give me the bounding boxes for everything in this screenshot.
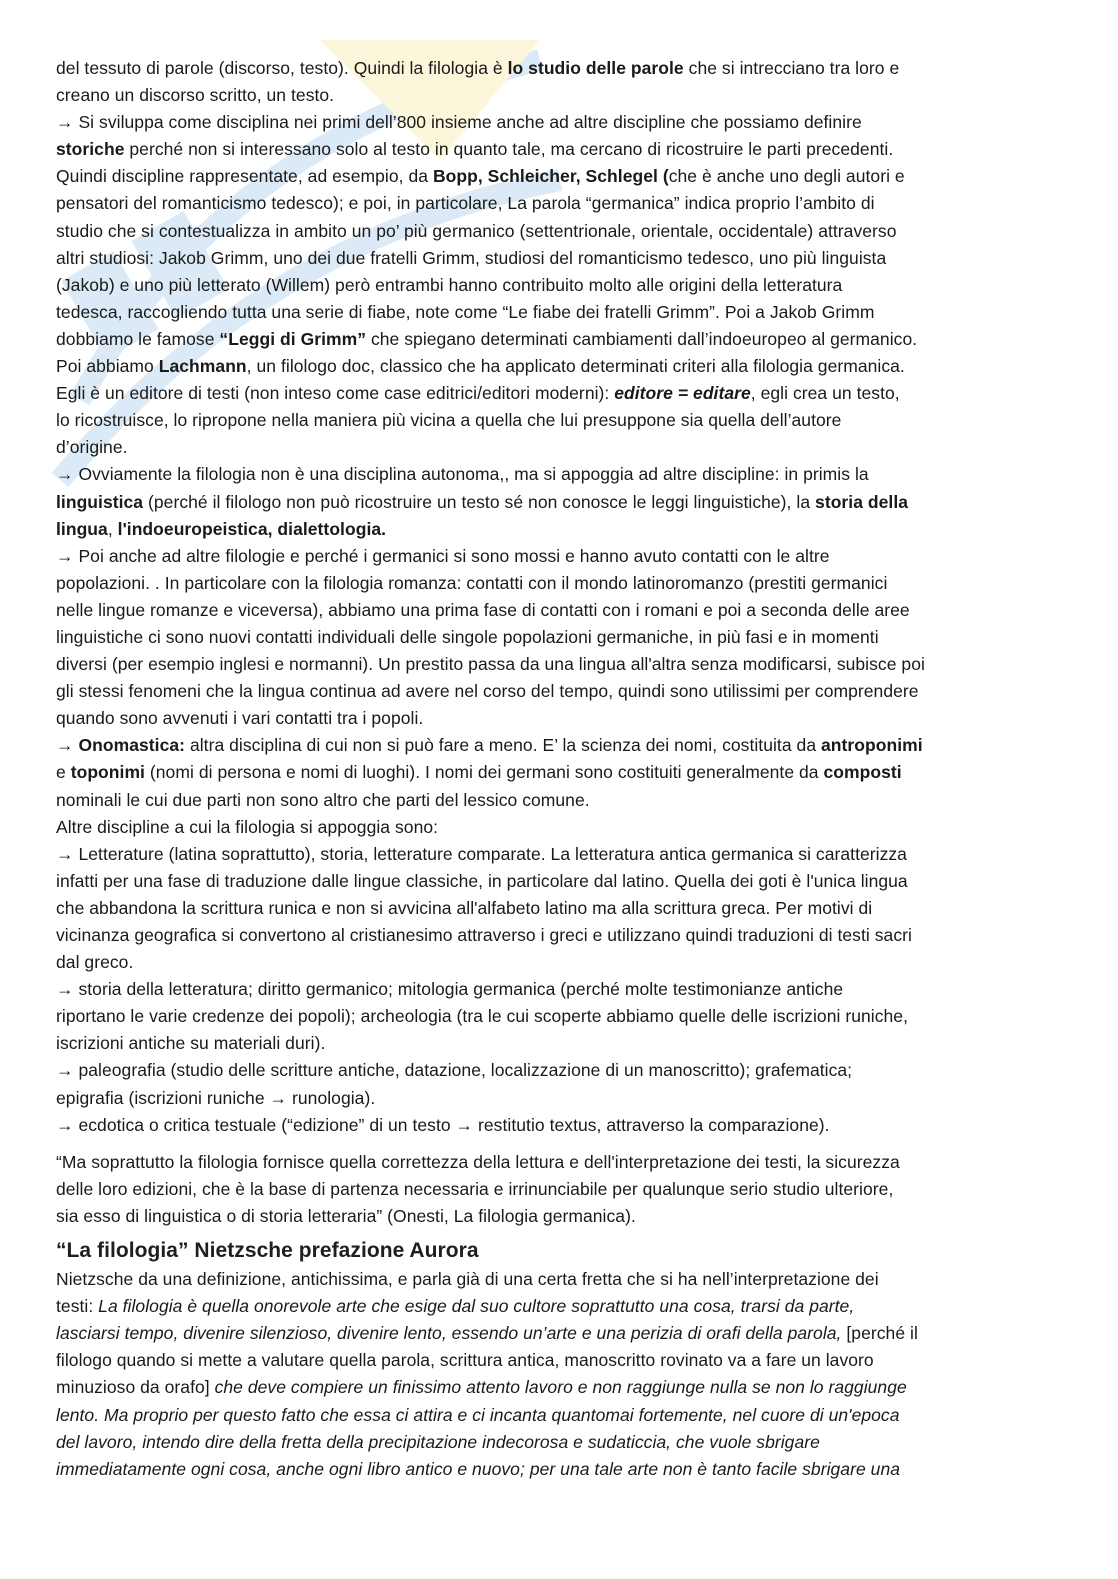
text-run: (nomi di persona e nomi di luoghi). I nomi dei germani sono costituiti generalmente da — [144, 762, 824, 783]
text-run: (perché il filologo non può ricostruire un testo sé non conosce le leggi linguistiche), la — [143, 491, 816, 512]
text-run: tedesca, raccogliendo tutta una serie di fiabe, note come “Le fiabe dei fratelli Grimm”. Poi a Jakob Grimm — [56, 301, 875, 322]
text-line — [56, 272, 1066, 299]
text-run: Nietzsche da una definizione, antichissima, e parla già di una certa fretta che si ha nell’interpretazione dei — [56, 1269, 879, 1290]
text-line — [56, 1057, 1066, 1084]
text-line — [56, 55, 1066, 82]
text-run: composti — [823, 762, 902, 783]
text-run: Altre discipline a cui la filologia si appoggia sono: — [56, 816, 439, 837]
text-run: → — [56, 735, 79, 756]
text-run: creano un discorso scritto, un testo. — [56, 85, 335, 106]
text-run: del tessuto di parole (discorso, testo). Quindi la filologia è — [56, 58, 508, 78]
text-line — [56, 678, 1066, 705]
text-line — [56, 624, 1066, 651]
text-run: editore = editare — [614, 383, 751, 404]
text-line — [56, 326, 1066, 353]
text-run: Poi abbiamo — [56, 356, 159, 377]
text-run: lingua — [56, 518, 108, 539]
text-run: minuzioso da orafo] — [56, 1377, 215, 1398]
text-run: gli stessi fenomeni che la lingua continua ad avere nel corso del tempo, quindi sono utilissimi per comprendere — [56, 681, 919, 702]
text-run: che si intrecciano tra loro e — [683, 58, 900, 78]
text-run: Egli è un editore di testi (non inteso come case editrici/editori moderni): — [56, 383, 615, 404]
text-line — [56, 922, 1066, 949]
text-line — [56, 218, 1066, 245]
text-line — [56, 543, 1066, 570]
text-line — [56, 1347, 1066, 1374]
text-run: “Ma soprattutto la filologia fornisce quella correttezza della lettura e dell'interpretazione dei testi, la sicurezza — [56, 1151, 900, 1172]
text-run: antroponimi — [821, 735, 923, 756]
text-line — [56, 1203, 1066, 1230]
text-run: popolazioni. . In particolare con la filologia romanza: contatti con il mondo latinoromanzo (prestiti germanici — [56, 572, 888, 593]
text-run: Quindi discipline rappresentate, ad esempio, da — [56, 166, 433, 187]
text-line — [56, 759, 1066, 786]
text-run: immediatamente ogni cosa, anche ogni libro antico e nuovo; — [56, 1458, 525, 1479]
text-run: epigrafia (iscrizioni runiche → runologia). — [56, 1087, 376, 1108]
text-line — [56, 1003, 1066, 1030]
document-page — [56, 55, 1066, 1483]
text-run: l'indoeuropeistica, dialettologia. — [117, 518, 387, 539]
text-line — [56, 651, 1066, 678]
text-line — [56, 1112, 1066, 1139]
text-run: Bopp, Schleicher, Schlegel ( — [432, 166, 669, 187]
text-run: vicinanza geografica si convertono al cristianesimo attraverso i greci e utilizzano quindi traduzioni di testi sacri — [56, 925, 912, 945]
text-line — [56, 1293, 1066, 1320]
text-run: Onomastica: — [78, 735, 186, 756]
text-line — [56, 1429, 1066, 1456]
text-line — [56, 732, 1066, 759]
text-run: nominali le cui due parti non sono altro che parti del lessico comune. — [56, 789, 590, 810]
text-line — [56, 1320, 1066, 1347]
text-run: Lachmann — [158, 356, 247, 377]
text-run: d’origine. — [56, 437, 128, 458]
text-line — [56, 597, 1066, 624]
text-line — [56, 461, 1066, 488]
text-line — [56, 489, 1066, 516]
text-run: per una tale arte non è tanto facile sbrigare una — [529, 1458, 901, 1479]
text-run: , egli crea un testo, — [750, 383, 900, 404]
text-run: dal greco. — [56, 952, 134, 973]
text-line — [56, 895, 1066, 922]
text-run: delle loro edizioni, che è la base di partenza necessaria e irrinunciabile per qualunque serio studio ulteriore, — [56, 1178, 894, 1199]
text-line — [56, 976, 1066, 1003]
text-run: quando sono avvenuti i vari contatti tra i popoli. — [56, 708, 424, 729]
text-line — [56, 1402, 1066, 1429]
text-run: pensatori del romanticismo tedesco); e poi, in particolare, La parola “germanica” indica proprio l’ambito di — [56, 193, 875, 214]
text-run: testi: — [56, 1296, 99, 1317]
text-line — [56, 434, 1066, 461]
text-run: altra disciplina di cui non si può fare a meno. E’ la scienza dei nomi, costituita da — [185, 735, 822, 756]
text-run: → Ovviamente la filologia non è una disciplina autonoma,, ma si appoggia ad altre discipline: in primis la — [56, 464, 869, 485]
text-run: infatti per una fase di traduzione dalle lingue classiche, in particolare dal latino. Quella dei goti è l'unica lingua — [56, 870, 908, 891]
text-line — [56, 1266, 1066, 1293]
text-run: altri studiosi: Jakob Grimm, uno dei due fratelli Grimm, studiosi del romanticismo tedesco, uno più linguista — [56, 247, 887, 268]
text-line — [56, 1374, 1066, 1401]
text-line — [56, 516, 1066, 543]
text-run: , un filologo doc, classico che ha applicato determinati criteri alla filologia germanica. — [246, 356, 905, 377]
paragraph-gap — [56, 1139, 1066, 1149]
text-run: lo studio delle parole — [507, 58, 684, 78]
text-line — [56, 299, 1066, 326]
text-line — [56, 380, 1066, 407]
text-line — [56, 949, 1066, 976]
text-run: storiche — [56, 139, 125, 160]
text-run: iscrizioni antiche su materiali duri). — [56, 1033, 326, 1054]
text-run: toponimi — [70, 762, 145, 783]
text-run: del lavoro, intendo dire della fretta della precipitazione indecorosa e sudaticcia, che vuole sbrigare — [56, 1431, 820, 1452]
text-run: dobbiamo le famose — [56, 328, 220, 349]
text-line — [56, 109, 1066, 136]
text-line — [56, 1176, 1066, 1203]
text-run: linguistiche ci sono nuovi contatti individuali delle singole popolazioni germaniche, in più fasi e in momenti — [56, 626, 879, 647]
text-run: → Letterature (latina soprattutto), storia, letterature comparate. La letteratura antica germanica si caratterizza — [56, 843, 907, 864]
text-line — [56, 1085, 1066, 1112]
text-run: perché non si interessano solo al testo in quanto tale, ma cercano di ricostruire le parti precedenti. — [124, 139, 894, 160]
text-line — [56, 163, 1066, 190]
text-run: linguistica — [56, 491, 144, 512]
text-run: che abbandona la scrittura runica e non si avvicina all'alfabeto latino ma alla scrittura greca. Per motivi di — [56, 897, 873, 918]
text-run: storia della — [815, 491, 909, 512]
text-line — [56, 82, 1066, 109]
text-line — [56, 136, 1066, 163]
text-run: riportano le varie credenze dei popoli); archeologia (tra le cui scoperte abbiamo quelle delle iscrizioni runiche, — [56, 1006, 908, 1027]
text-run: sia esso di linguistica o di storia letteraria” (Onesti, La filologia germanica). — [56, 1205, 636, 1226]
text-run: → Si sviluppa come disciplina nei primi dell’800 insieme anche ad altre discipline che possiamo definire — [56, 112, 862, 133]
text-run: lasciarsi tempo, divenire silenzioso, divenire lento, essendo un’arte e una perizia di orafi della parola, — [56, 1323, 842, 1344]
text-run: La filologia è quella onorevole arte che esige dal suo cultore soprattutto una cosa, trarsi da parte, — [98, 1296, 855, 1317]
text-run: → Poi anche ad altre filologie e perché i germanici si sono mossi e hanno avuto contatti con le altre — [56, 545, 830, 566]
text-run: che è anche uno degli autori e — [668, 166, 905, 187]
text-line — [56, 570, 1066, 597]
text-line — [56, 705, 1066, 732]
text-line — [56, 353, 1066, 380]
text-run: lento. Ma proprio per questo fatto che essa ci attira e ci incanta quantomai fortemente, nel cuore di un'epoca — [56, 1404, 900, 1425]
text-line — [56, 841, 1066, 868]
text-run: filologo quando si mette a valutare quella parola, scrittura antica, manoscritto rovinato va a fare un lavoro — [56, 1350, 874, 1371]
text-run: “Leggi di Grimm” — [219, 328, 367, 349]
text-run: lo ricostruisce, lo ripropone nella maniera più vicina a quella che lui presuppone sia quella dell’autore — [56, 410, 842, 431]
text-line — [56, 814, 1066, 841]
text-line — [56, 787, 1066, 814]
text-run: studio che si contestualizza in ambito un po’ più germanico (settentrionale, orientale, occidentale) attraverso — [56, 220, 897, 241]
text-run: che spiegano determinati cambiamenti dall’indoeuropeo al germanico. — [366, 328, 918, 349]
text-run: che deve compiere un finissimo attento lavoro e non raggiunge nulla se non lo raggiunge — [214, 1377, 907, 1398]
text-run: diversi (per esempio inglesi e normanni). Un prestito passa da una lingua all'altra senza modificarsi, subisce poi — [56, 654, 925, 675]
text-run: [perché il — [841, 1323, 918, 1344]
text-run: nelle lingue romanze e viceversa), abbiamo una prima fase di contatti con i romani e poi a seconda delle aree — [56, 599, 910, 620]
text-line — [56, 1149, 1066, 1176]
text-run: → paleografia (studio delle scritture antiche, datazione, localizzazione di un manoscritto); grafematica; — [56, 1060, 853, 1081]
text-line — [56, 1456, 1066, 1483]
text-line — [56, 190, 1066, 217]
text-run: e — [56, 762, 71, 783]
text-run: → ecdotica o critica testuale (“edizione” di un testo → restitutio textus, attraverso la comparazione). — [56, 1114, 830, 1135]
text-run: , — [107, 518, 118, 539]
text-line — [56, 1030, 1066, 1057]
section-heading: “La filologia” Nietzsche prefazione Aurora — [56, 1239, 479, 1263]
text-line — [56, 868, 1066, 895]
text-run: → storia della letteratura; diritto germanico; mitologia germanica (perché molte testimonianze antiche — [56, 979, 844, 1000]
text-run: (Jakob) e uno più letterato (Willem) però entrambi hanno contribuito molto alle origini della letteratura — [56, 274, 843, 295]
text-line — [56, 245, 1066, 272]
text-line — [56, 407, 1066, 434]
